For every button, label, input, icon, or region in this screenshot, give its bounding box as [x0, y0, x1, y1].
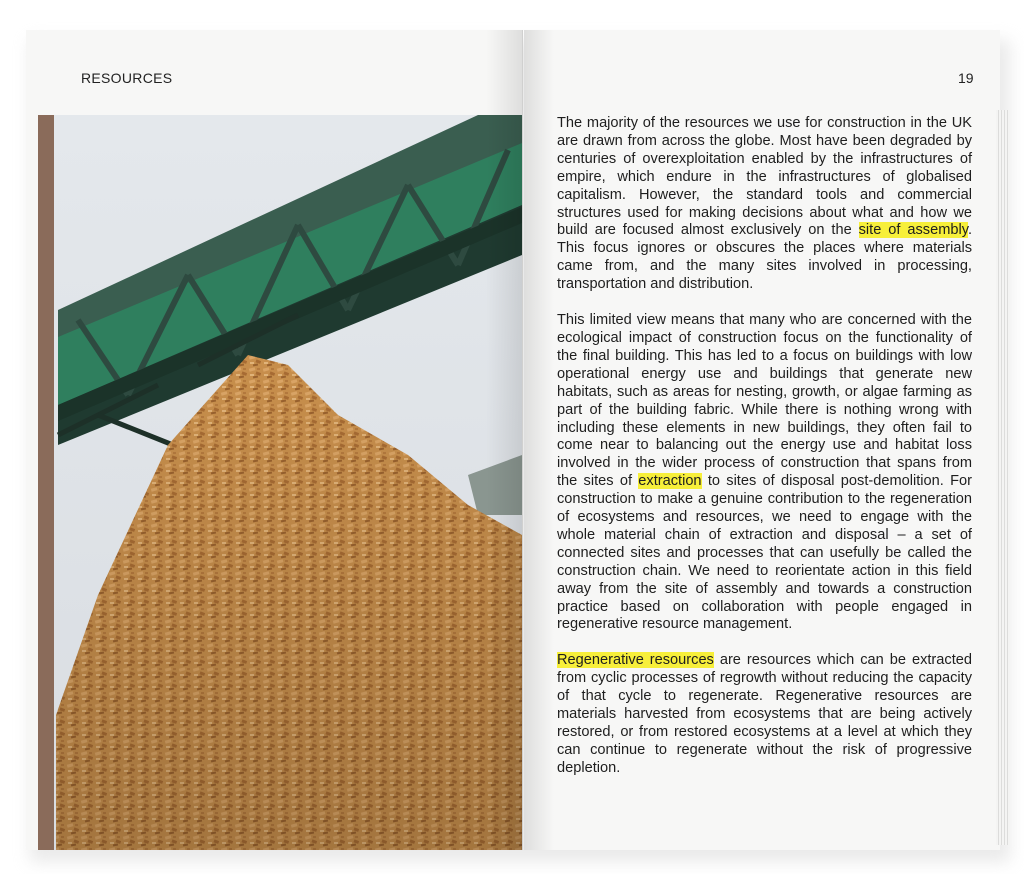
highlight-site-of-assembly: site of assembly: [858, 222, 968, 239]
woodchip-conveyor-photo: [38, 115, 522, 850]
gutter-shadow-left: [486, 30, 522, 850]
running-head: RESOURCES: [81, 70, 173, 86]
page-edges: [996, 110, 1010, 845]
body-text: [557, 115, 972, 796]
page-number: 19: [958, 70, 974, 86]
highlight-extraction: extraction: [638, 473, 702, 490]
paragraph-1: The majority of the resources we use for construction in the UK are drawn from across the globe. Most have been degraded by centuries of overexploitation enabled by the infrastructures of empire, which endure in the infrastructures of globalised capitalism. However, the standard tools and commercial structures used for making decisions about what and how we build are focused almost exclusively on the site of assembly. This focus ignores or obscures the places where materials came from, and the many sites involved in processing, transportation and distribution.: [557, 115, 972, 293]
paragraph-2: This limited view means that many who are concerned with the ecological impact of construction focus on the functionality of the final building. This has led to a focus on buildings with low operational energy use and buildings that generate new habitats, such as areas for nesting, growth, or algae farming as part of the building fabric. While there is nothing wrong with including these elements in new buildings, they often fail to come near to balancing out the energy use and habitat loss involved in the wider process of construction that spans from the sites of extraction to sites of disposal post-demolition. For construction to make a genuine contribution to the regeneration of ecosystems and resources, we need to engage with the whole material chain of extraction and disposal – a set of connected sites and processes that can usefully be called the construction chain. We need to reorientate action in this field away from the site of assembly and towards a construction practice based on collaboration with people engaged in regenerative resource management.: [557, 312, 972, 633]
paragraph-3: Regenerative resources are resources which can be extracted from cyclic processes of regrowth without reducing the capacity of that cycle to regenerate. Regenerative resources are materials harvested from ecosystems that are being actively restored, or from restored ecosystems at a level at which they can continue to regenerate without the risk of progressive depletion.: [557, 652, 972, 776]
highlight-regenerative-resources: Regenerative resources: [557, 652, 714, 669]
gutter-shadow-right: [524, 30, 554, 850]
